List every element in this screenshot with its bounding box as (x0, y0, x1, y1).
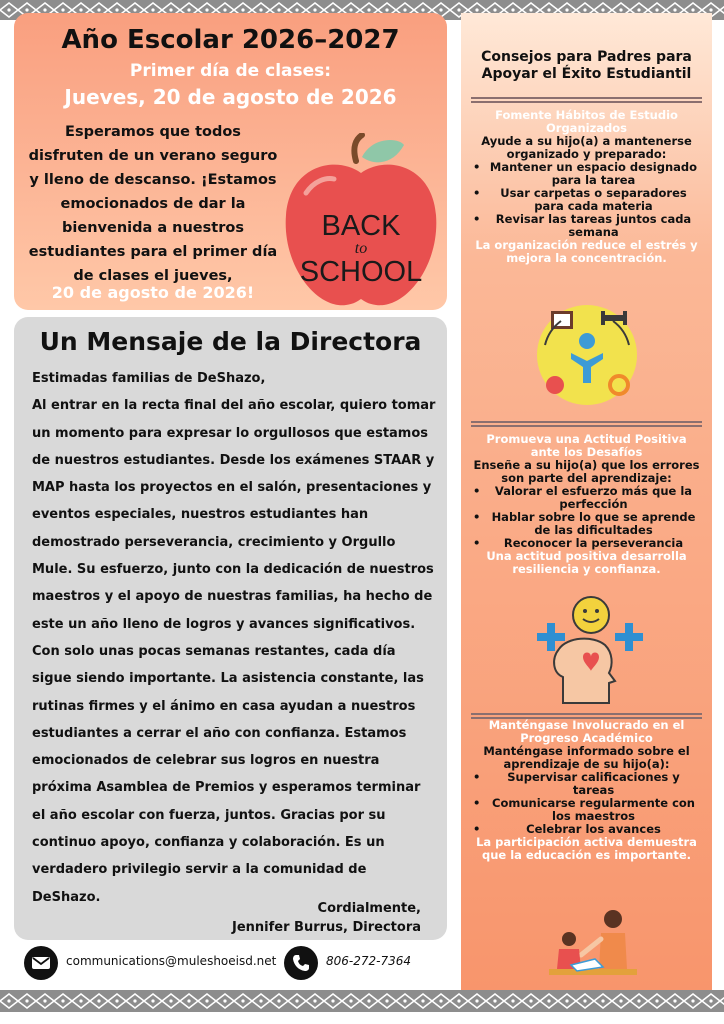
apple-text-to: to (354, 240, 368, 257)
divider (471, 713, 702, 715)
letter-greeting: Estimadas familias de DeShazo, (32, 371, 266, 386)
tip-section-positive-attitude (473, 433, 700, 576)
letter-closing: Cordialmente, (317, 901, 421, 916)
tip-closing: Una actitud positiva desarrolla resiliencia y confianza. (486, 549, 687, 576)
divider (471, 97, 702, 99)
parent-tips-panel (461, 13, 712, 990)
pattern-svg (0, 990, 724, 1012)
tip-list-item: • Usar carpetas o separadores para cada materia (473, 187, 700, 213)
phone-icon (284, 946, 318, 980)
apple-text-back: BACK (321, 210, 401, 242)
tip-list-item: • Valorar el esfuerzo más que la perfección (473, 485, 700, 511)
tip-list-item: • Hablar sobre lo que se aprende de las dificultades (473, 511, 700, 537)
divider (471, 421, 702, 423)
tip-list (473, 771, 700, 836)
tip-closing: La organización reduce el estrés y mejora la concentración. (475, 238, 698, 265)
principal-message-panel (14, 317, 447, 940)
divider (471, 101, 702, 103)
letter-paragraph-2: Con solo unas pocas semanas restantes, cada día sigue siendo importante. La asistencia constante, las rutinas firmes y el ánimo en casa ayudan a nuestros estudiantes a cerrar el año con confianza. Estamos emocionados de celebrar sus logros en nuestra próxima Asamblea de Premios y esperamos terminar el año escolar con fuerza, juntos. Gracias por su continuo apoyo, confianza y colaboración. Es un verdadero privilegio servir a la comunidad de DeShazo. (32, 643, 424, 905)
back-to-school-apple-icon (276, 133, 446, 310)
tip-section-organization (473, 109, 700, 265)
tip-section-academic-progress (473, 719, 700, 862)
tip-title: Manténgase Involucrado en el Progreso Académico (488, 718, 685, 745)
contact-email-link[interactable]: communications@muleshoeisd.net (66, 954, 277, 968)
envelope-glyph (31, 955, 51, 971)
tip-list (473, 161, 700, 239)
welcome-message: Esperamos que todos disfruten de un verano seguro y lleno de descanso. ¡Estamos emocionados de dar la bienvenida a nuestros estudiantes para el primer día de clases el jueves, (28, 124, 278, 284)
tip-list-item: • Celebrar los avances (473, 823, 700, 836)
school-year-title: Año Escolar 2026–2027 (61, 25, 400, 55)
phone-glyph (292, 954, 310, 972)
welcome-message-date: 20 de agosto de 2026! (51, 283, 255, 302)
first-day-label: Primer día de clases: (129, 61, 332, 81)
contact-bar (14, 945, 447, 983)
study-habits-icon (531, 301, 643, 405)
tip-list-item: • Comunicarse regularmente con los maestros (473, 797, 700, 823)
letter-signoff (232, 899, 421, 937)
tip-intro: Ayude a su hijo(a) a mantenerse organizado y preparado: (481, 134, 692, 161)
first-day-date: Jueves, 20 de agosto de 2026 (64, 85, 397, 109)
tip-title: Promueva una Actitud Positiva ante los Desafíos (486, 432, 687, 459)
tip-list-item: • Revisar las tareas juntos cada semana (473, 213, 700, 239)
tips-title: Consejos para Padres para Apoyar el Éxito Estudiantil (481, 49, 692, 82)
tip-intro: Enseñe a su hijo(a) que los errores son parte del aprendizaje: (473, 458, 700, 485)
tip-title: Fomente Hábitos de Estudio Organizados (495, 108, 678, 135)
positive-mind-icon (533, 593, 643, 705)
welcome-panel (14, 13, 447, 310)
parent-helping-child-icon (543, 903, 643, 983)
principal-message-title: Un Mensaje de la Directora (39, 327, 422, 356)
letter-paragraph-1: Al entrar en la recta final del año escolar, quiero tomar un momento para expresar lo orgullosos que estamos de nuestros estudiantes. Desde los exámenes STAAR y MAP hasta los proyectos en el salón, presentaciones y eventos especiales, nuestros estudiantes han demostrado perseverancia, crecimiento y Orgullo Mule. Su esfuerzo, junto con la dedicación de nuestros maestros y el apoyo de nuestras familias, ha hecho de este un año lleno de logros y avances significativos. (32, 398, 436, 632)
bottom-pattern-border (0, 990, 724, 1012)
contact-phone-link[interactable]: 806-272-7364 (326, 954, 412, 968)
tip-intro: Manténgase informado sobre el aprendizaje de su hijo(a): (483, 744, 690, 771)
tip-list-item: • Supervisar calificaciones y tareas (473, 771, 700, 797)
apple-text-school: SCHOOL (299, 256, 423, 288)
letter-body (32, 365, 438, 911)
letter-signature: Jennifer Burrus, Directora (232, 920, 421, 935)
tip-list-item: • Mantener un espacio designado para la tarea (473, 161, 700, 187)
tip-closing: La participación activa demuestra que la educación es importante. (476, 835, 697, 862)
tip-list (473, 485, 700, 550)
email-icon (24, 946, 58, 980)
divider (471, 425, 702, 427)
tip-list-item: • Reconocer la perseverancia (473, 537, 700, 550)
